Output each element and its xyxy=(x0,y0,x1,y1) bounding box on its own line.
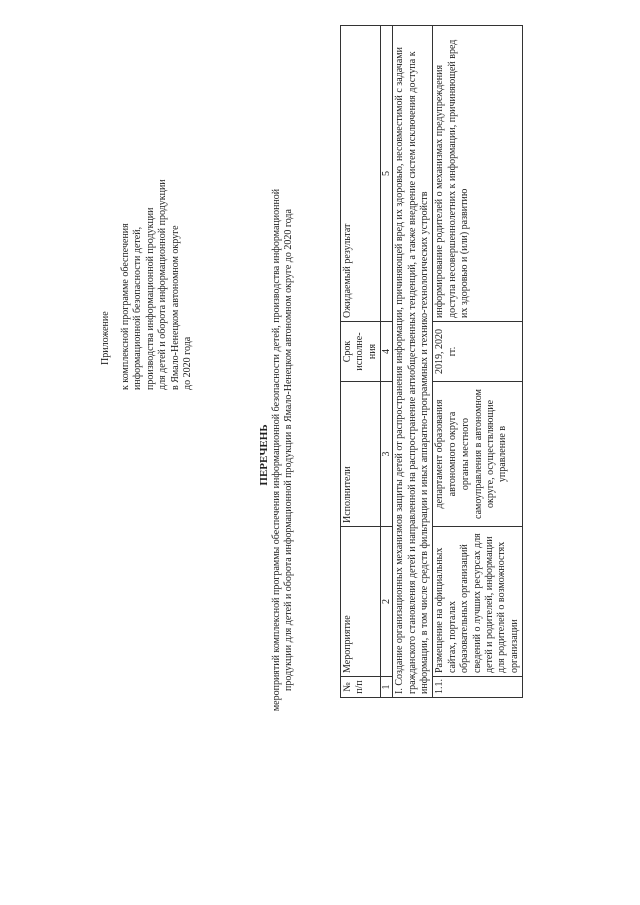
row-executors xyxy=(433,382,523,527)
section-row xyxy=(393,26,433,698)
header-executors: Исполнители xyxy=(341,382,381,527)
row-activity: Размещение на официальных сайтах, порталах образовательных организаций сведений о лучших ресурсах для детей и родителей, информации для родителей о возможностях организации xyxy=(433,527,523,677)
table-row xyxy=(433,26,523,698)
header-row xyxy=(341,26,381,698)
header-deadline: Срок исполне-ния xyxy=(341,322,381,382)
column-number: 2 xyxy=(381,527,393,677)
appendix-line: информационной безопасности детей, xyxy=(132,226,144,390)
appendix-line: к комплексной программе обеспечения xyxy=(120,223,131,390)
document-title: ПЕРЕЧЕНЬ xyxy=(258,424,270,486)
column-number: 5 xyxy=(381,26,393,322)
header-activity: Мероприятие xyxy=(341,527,381,677)
column-number: 4 xyxy=(381,322,393,382)
appendix-line: производства информационной продукции xyxy=(144,207,156,390)
column-number: 1 xyxy=(381,677,393,698)
appendix-line: в Ямало-Ненецком автономном округе xyxy=(169,225,181,390)
header-result: Ожидаемый результат xyxy=(341,26,381,322)
column-numbers-row xyxy=(381,26,393,698)
header-num: № п/п xyxy=(341,677,381,698)
activities-table xyxy=(340,25,523,698)
appendix-line: до 2020 года xyxy=(182,336,194,390)
appendix-caption xyxy=(120,60,194,390)
column-number: 3 xyxy=(381,382,393,527)
executor: органы местного самоуправления в автономном округе, осуществляющие управление в xyxy=(460,389,509,519)
appendix-line: для детей и оборота информационной продукции xyxy=(157,179,169,390)
document-subtitle: мероприятий комплексной программы обеспечения информационной безопасности детей, производства информационной продукции для детей и оборота информационной продукции в Ямало-Ненецком автономном округе до 2020 года xyxy=(271,188,295,712)
section-title: I. Создание организационных механизмов защиты детей от распространения информации, причиняющей вред их здоровью, несовместимой с задачами гражданского становления детей и направленной на распространение антиобщественных тенденций, а также внедрение систем исключения доступа к информации, в том числе средств фильтрации и иных аппаратно-программных и технико-технологических устройств xyxy=(393,26,433,698)
appendix-title: Приложение xyxy=(100,311,111,365)
row-number: 1.1. xyxy=(433,677,523,698)
executor: департамент образования автономного округа xyxy=(434,399,458,509)
row-deadline: 2019, 2020 гг. xyxy=(433,322,523,382)
row-result: информирование родителей о механизмах предупреждения доступа несовершеннолетних к информации, причиняющей вред их здоровью и (или) развитию xyxy=(433,26,523,322)
